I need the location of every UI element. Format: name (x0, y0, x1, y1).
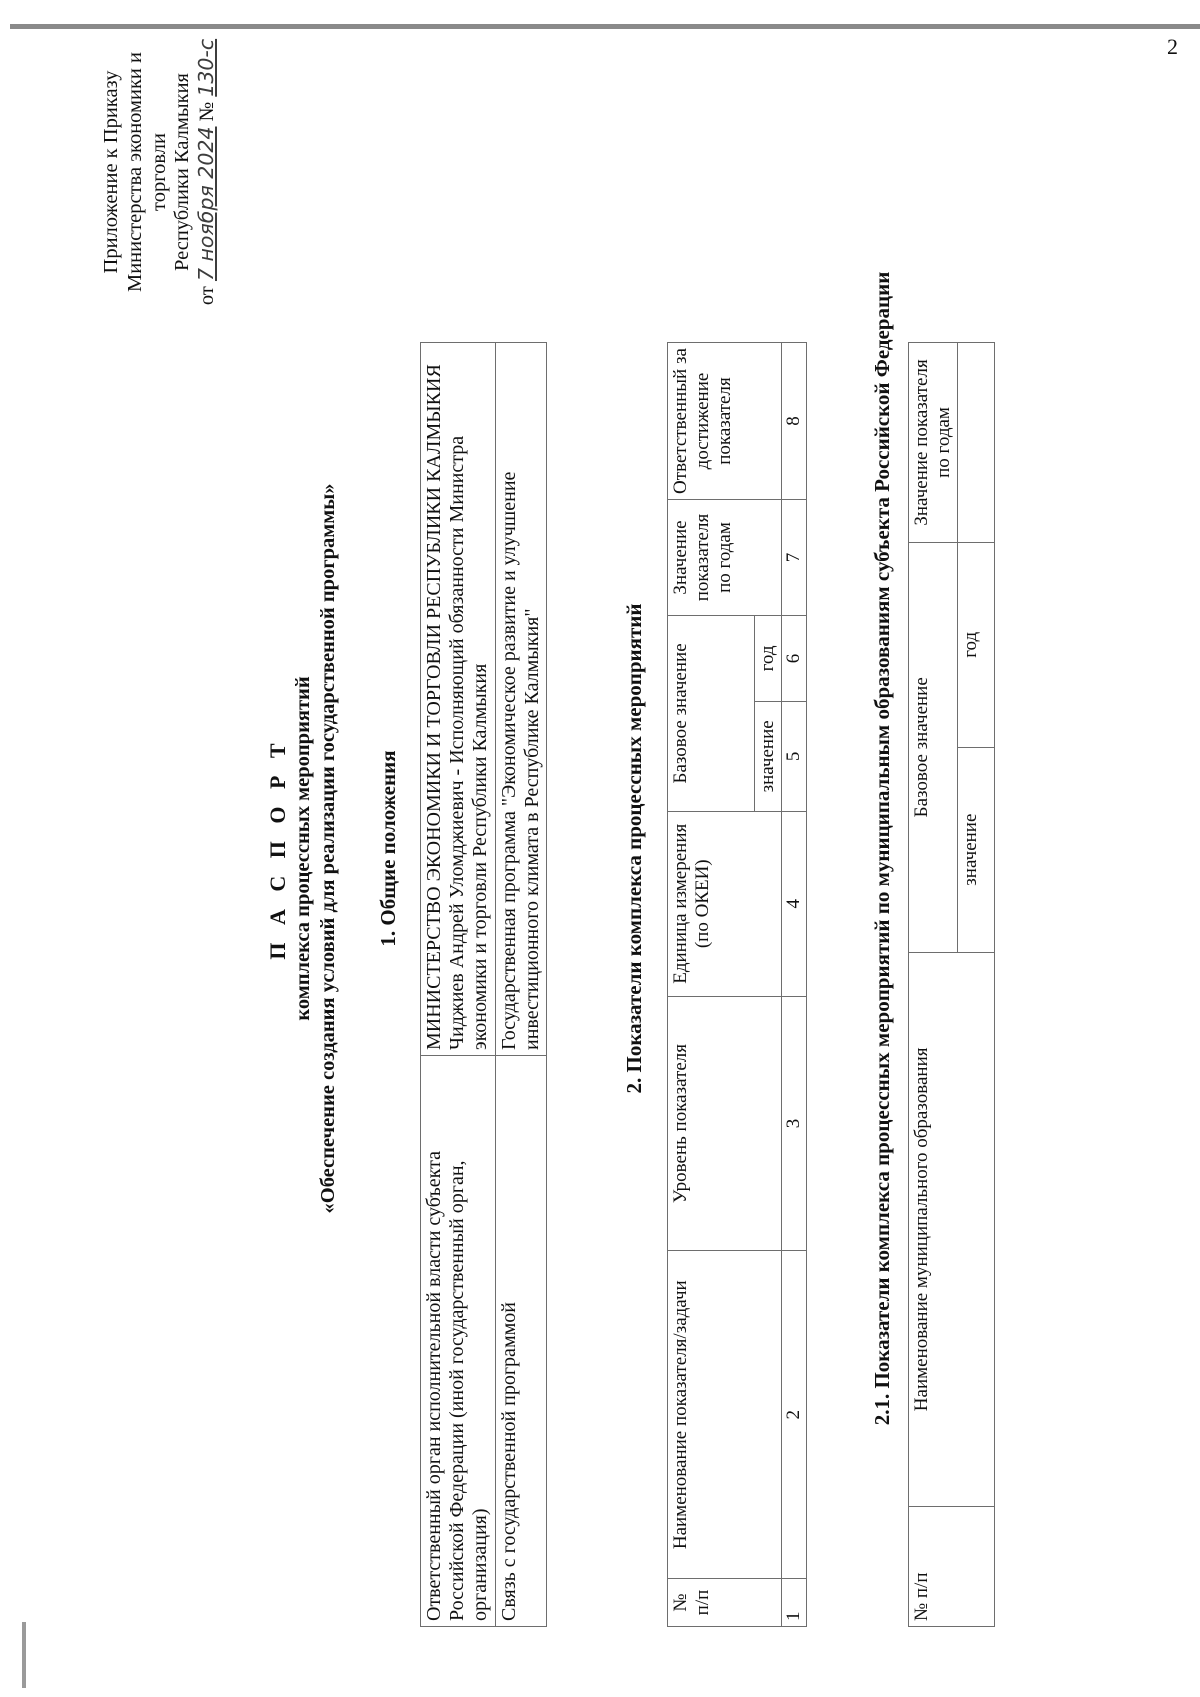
col-header-level: Уровень показателя (668, 996, 782, 1251)
handwritten-date: 7 ноября 2024 (194, 126, 219, 282)
col-header-base-year: год (755, 615, 782, 701)
section-2-heading: 2. Показатели комплекса процессных мероприятий (622, 603, 646, 1094)
col-number: 7 (782, 500, 807, 616)
program-link-value: Государственная программа "Экономическое развитие и улучшение инвестиционного климата в Республике Калмыкия" (495, 343, 546, 1056)
appendix-date-line (195, 22, 220, 322)
section-1-heading: 1. Общие положения (376, 750, 400, 947)
appendix-line-2: Министерства экономики и торговли (123, 52, 170, 293)
col-header-num: № п/п (668, 1579, 782, 1627)
col-header-municipality: Наименование муниципального образования (909, 952, 995, 1507)
appendix-block (100, 22, 220, 322)
col-number: 4 (782, 811, 807, 996)
column-number-row (782, 343, 807, 1627)
col-header-unit: Единица измерения (по ОКЕИ) (668, 811, 782, 996)
col-number: 3 (782, 996, 807, 1251)
appendix-line-3: Республики Калмыкия (171, 73, 194, 271)
col-header-base-year: год (958, 542, 995, 747)
col-header-num: № п/п (909, 1507, 995, 1627)
responsible-body-value (421, 343, 496, 1056)
col-header-responsible: Ответственный за достижение показателя (668, 343, 782, 500)
general-provisions-table (420, 342, 547, 1627)
col-number: 5 (782, 701, 807, 811)
responsible-person: Чиджиев Андрей Уломджиевич - Исполняющий обязанности Министра экономики и торговли Республики Калмыкия (446, 435, 492, 1050)
col-header-base-value: значение (958, 747, 995, 952)
date-prefix: от (196, 286, 219, 306)
program-link-label: Связь с государственной программой (495, 1056, 546, 1627)
section-2-1-heading: 2.1. Показатели комплекса процессных мероприятий по муниципальным образованиям субъекта Российской Федерации (870, 271, 894, 1426)
document-title: П А С П О Р Т (265, 737, 290, 960)
municipal-indicators-table (908, 342, 995, 1627)
col-number: 6 (782, 615, 807, 701)
page-number: 2 (1167, 34, 1178, 59)
col-number: 1 (782, 1579, 807, 1627)
document-subtitle-2: «Обеспечение создания условий для реализации государственной программы» (317, 483, 339, 1214)
table-header-row (668, 343, 755, 1627)
col-header-value: Значение показателя по годам (668, 500, 782, 616)
col-header-base-value: значение (755, 701, 782, 811)
handwritten-order-number: 130-с (194, 38, 219, 97)
table-row (495, 343, 546, 1627)
col-header-base: Базовое значение (909, 542, 958, 952)
document-subtitle-1: комплекса процессных мероприятий (292, 676, 314, 1021)
indicators-table (667, 342, 807, 1627)
col-header-name: Наименование показателя/задачи (668, 1251, 782, 1579)
table-header-row (909, 343, 958, 1627)
col-number: 2 (782, 1251, 807, 1579)
col-header-year-cell (958, 343, 995, 543)
col-header-value: Значение показателя по годам (909, 343, 958, 543)
number-sign: № (196, 101, 219, 122)
col-header-base: Базовое значение (668, 615, 755, 811)
responsible-body-label: Ответственный орган исполнительной власти субъекта Российской Федерации (иной государственный орган, организация) (421, 1056, 496, 1627)
ministry-name: МИНИСТЕРСТВО ЭКОНОМИКИ И ТОРГОВЛИ РЕСПУБЛИКИ КАЛМЫКИЯ (423, 364, 445, 1050)
col-number: 8 (782, 343, 807, 500)
table-row (421, 343, 496, 1627)
appendix-line-1: Приложение к Приказу (100, 70, 122, 274)
